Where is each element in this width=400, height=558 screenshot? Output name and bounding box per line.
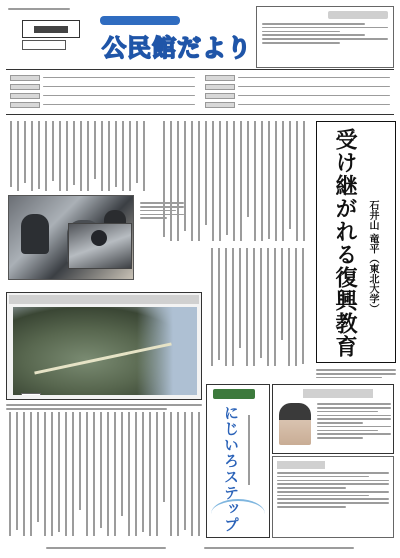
- feature-author: 石井山 竜平（東北大学）: [367, 200, 378, 314]
- nijiiro-tag: [213, 389, 255, 399]
- contents-box: [256, 6, 394, 68]
- masthead: [84, 14, 254, 62]
- article-column-mid: [160, 121, 312, 241]
- masthead-ribbon: [100, 16, 180, 25]
- contents-heading: [328, 11, 388, 19]
- photo-presentation: [68, 223, 132, 269]
- avatar: [279, 403, 311, 445]
- kominkan-directory: [6, 69, 394, 115]
- feature-title: 受け継がれる復興教育: [332, 128, 357, 358]
- article-column-bottom-left: [6, 412, 202, 538]
- nijiiro-title: にじいろステップ: [222, 405, 240, 533]
- author-profile: [272, 384, 394, 454]
- masthead-title: 公民館だより: [102, 34, 252, 62]
- map-header: [9, 295, 199, 304]
- issue-number-box: [22, 40, 66, 50]
- issue-date-box: [22, 20, 80, 38]
- map-legend: [21, 393, 41, 395]
- map-image: [13, 307, 197, 395]
- profile-text: [317, 401, 391, 441]
- footer-note: [6, 542, 394, 554]
- map-figure: [6, 292, 202, 400]
- book-info-heading: [277, 461, 325, 469]
- book-info-box: [272, 456, 394, 538]
- article-column-mid-lower: [208, 248, 312, 366]
- feature-header: [316, 121, 396, 363]
- profile-heading: [303, 389, 373, 398]
- wave-icon: [211, 499, 265, 529]
- article-column-left: [6, 121, 154, 196]
- map-caption: [6, 402, 202, 412]
- nijiiro-step-box: [206, 384, 270, 538]
- issue-info: [8, 6, 83, 12]
